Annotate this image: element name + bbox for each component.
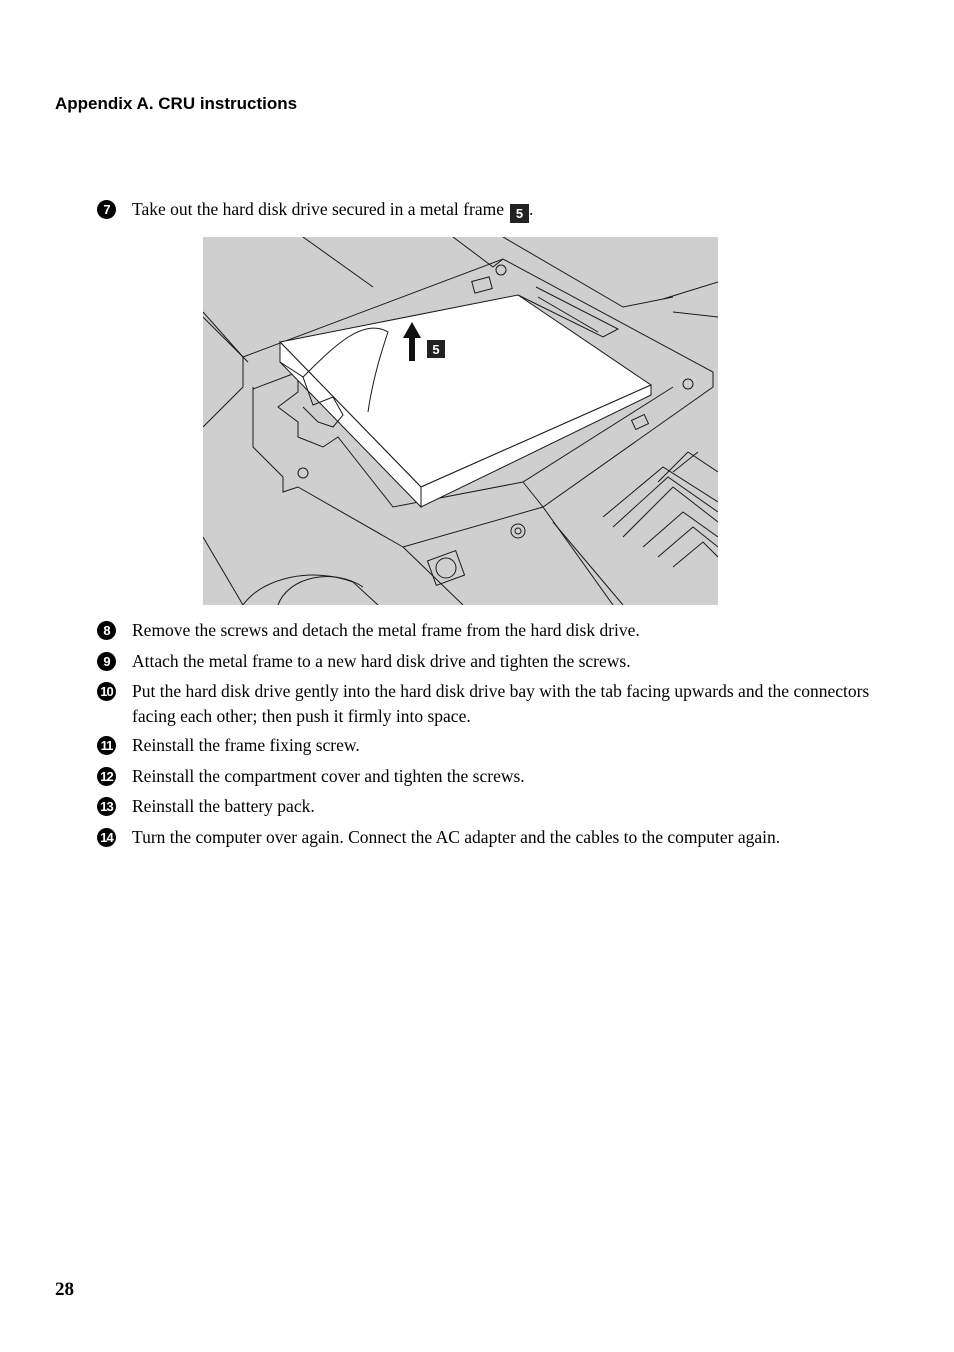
step-13 [97,794,877,819]
step-text: Reinstall the compartment cover and tighten the screws. [132,766,525,786]
step-number: 7 [97,200,116,219]
step-10 [97,679,877,729]
step-9 [97,649,877,674]
step-text: Attach the metal frame to a new hard disk drive and tighten the screws. [132,651,631,671]
callout-badge: 5 [510,204,529,223]
page-number: 28 [55,1279,74,1300]
step-12 [97,764,877,789]
step-text: Reinstall the battery pack. [132,796,315,816]
step-7 [97,197,877,223]
step-text: Remove the screws and detach the metal frame from the hard disk drive. [132,620,640,640]
step-text: Reinstall the frame fixing screw. [132,735,360,755]
step-11 [97,733,877,758]
step-text: Take out the hard disk drive secured in a metal frame 5 . [132,199,534,221]
step-number: 8 [97,621,116,640]
step-8 [97,618,877,643]
callout-label: 5 [432,342,440,357]
step-number: 13 [97,797,116,816]
step-number: 10 [97,682,116,701]
step-number: 12 [97,767,116,786]
step-number: 9 [97,652,116,671]
section-header: Appendix A. CRU instructions [55,94,298,113]
step-14 [97,825,877,850]
step-number: 14 [97,828,116,847]
step-text: Put the hard disk drive gently into the hard disk drive bay with the tab facing upwards and the connectors facing each other; then push it firmly into space. [132,681,870,726]
step-text: Turn the computer over again. Connect the AC adapter and the cables to the computer again. [132,827,781,847]
step-number: 11 [97,736,116,755]
hard-disk-removal-illustration [203,237,718,605]
